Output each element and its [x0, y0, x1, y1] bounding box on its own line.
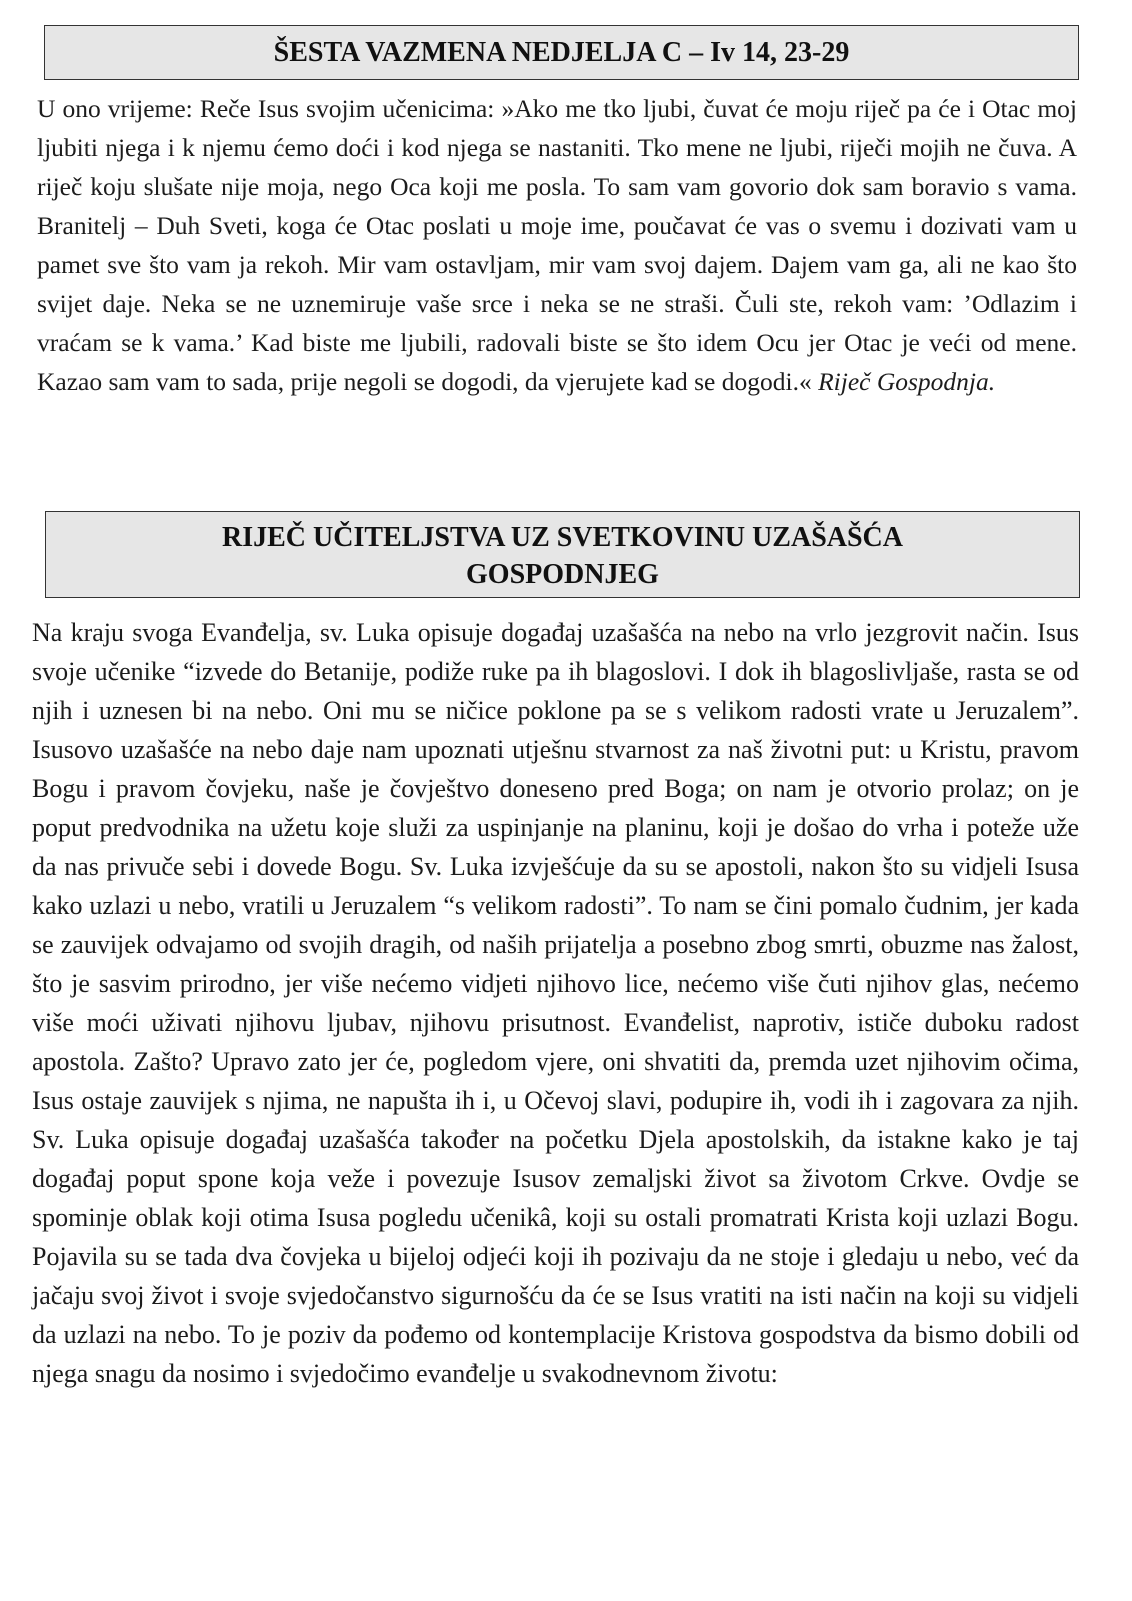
gospel-reading-text-block: [37, 89, 1077, 401]
section-heading-magisterium: [45, 511, 1080, 598]
section-heading-magisterium-line2: GOSPODNJEG: [466, 559, 659, 590]
gospel-reading-text: U ono vrijeme: Reče Isus svojim učenicima: »Ako me tko ljubi, čuvat će moju riječ pa će i Otac moj ljubiti njega i k njemu ćemo doći i kod njega se nastaniti. Tko mene ne ljubi, riječi mojih ne čuva. A riječ koju slušate nije moja, nego Oca koji me posla. To sam vam govorio dok sam boravio s vama. Branitelj – Duh Sveti, koga će Otac poslati u moje ime, poučavat će vas o svemu i dozivati vam u pamet sve što vam ja rekoh. Mir vam ostavljam, mir vam svoj dajem. Dajem vam ga, ali ne kao što svijet daje. Neka se ne uznemiruje vaše srce i neka se ne straši. Čuli ste, rekoh vam: ’Odlazim i vraćam se k vama.’ Kad biste me ljubili, radovali biste se što idem Ocu jer Otac je veći od mene. Kazao sam vam to sada, prije negoli se dogodi, da vjerujete kad se dogodi.«: [37, 94, 1077, 396]
gospel-closing-acclamation: Riječ Gospodnja.: [818, 367, 996, 396]
gospel-reading-paragraph: [37, 89, 1077, 499]
section-heading-gospel-text: ŠESTA VAZMENA NEDJELJA C – Iv 14, 23-29: [273, 37, 850, 68]
magisterium-paragraph: [32, 613, 1079, 1393]
magisterium-text: Na kraju svoga Evanđelja, sv. Luka opisuje događaj uzašašća na nebo na vrlo jezgrovit način. Isus svoje učenike “izvede do Betanije, podiže ruke pa ih blagoslovi. I dok ih blagoslivljaše, rasta se od njih i uznesen bi na nebo. Oni mu se ničice poklone pa se s velikom radosti vrate u Jeruzalem”. Isusovo uzašašće na nebo daje nam upoznati utješnu stvarnost za naš životni put: u Kristu, pravom Bogu i pravom čovjeku, naše je čovještvo doneseno pred Boga; on nam je otvorio prolaz; on je poput predvodnika na užetu koje služi za uspinjanje na planinu, koji je došao do vrha i poteže uže da nas privuče sebi i dovede Bogu. Sv. Luka izvješćuje da su se apostoli, nakon što su vidjeli Isusa kako uzlazi u nebo, vratili u Jeruzalem “s velikom radosti”. To nam se čini pomalo čudnim, jer kada se zauvijek odvajamo od svojih dragih, od naših prijatelja a posebno zbog smrti, obuzme nas žalost, što je sasvim prirodno, jer više nećemo vidjeti njihovo lice, nećemo više čuti njihov glas, nećemo više moći uživati njihovu ljubav, njihovu prisutnost. Evanđelist, naprotiv, ističe duboku radost apostola. Zašto? Upravo zato jer će, pogledom vjere, oni shvatiti da, premda uzet njihovim očima, Isus ostaje zauvijek s njima, ne napušta ih i, u Očevoj slavi, podupire ih, vodi ih i zagovara za njih. Sv. Luka opisuje događaj uzašašća također na početku Djela apostolskih, da istakne kako je taj događaj poput spone koja veže i povezuje Isusov zemaljski život sa životom Crkve. Ovdje se spominje oblak koji otima Isusa pogledu učenikâ, koji su ostali promatrati Krista koji uzlazi Bogu. Pojavila su se tada dva čovjeka u bijeloj odjeći koji ih pozivaju da ne stoje i gledaju u nebo, već da jačaju svoj život i svoje svjedočanstvo sigurnošću da će se Isus vratiti na isti način na koji su vidjeli da uzlazi na nebo. To je poziv da pođemo od kontemplacije Kristova gospodstva da bismo dobili od njega snagu da nosimo i svjedočimo evanđelje u svakodnevnom životu:: [32, 618, 1079, 1388]
section-heading-gospel: [44, 25, 1079, 80]
section-heading-magisterium-line1: RIJEČ UČITELJSTVA UZ SVETKOVINU UZAŠAŠĆA: [222, 522, 903, 553]
